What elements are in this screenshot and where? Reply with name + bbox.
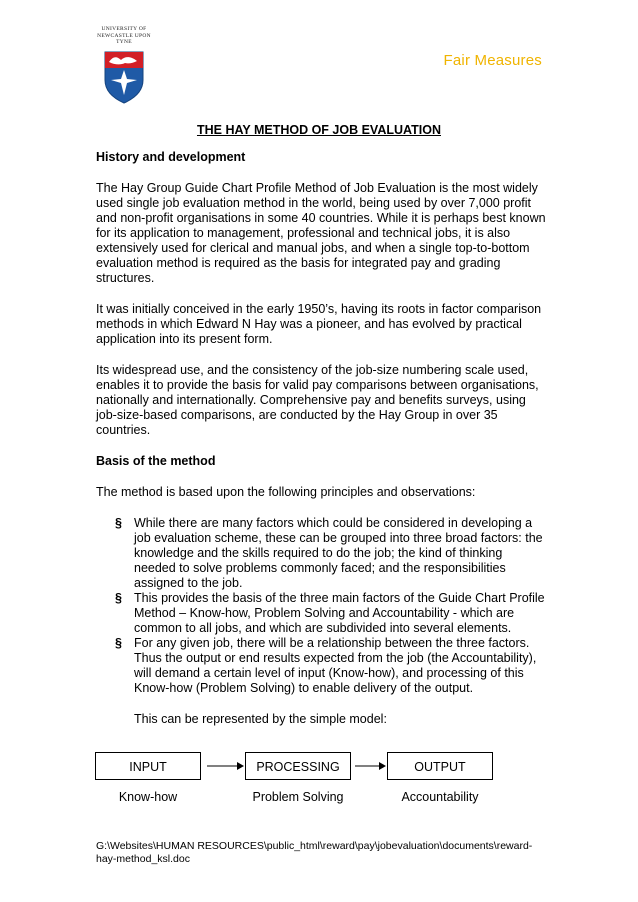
university-logo xyxy=(90,26,158,104)
model-intro: This can be represented by the simple model: xyxy=(134,712,387,726)
input-box: INPUT xyxy=(95,752,201,780)
section-heading-basis: Basis of the method xyxy=(96,454,216,468)
document-body xyxy=(96,150,546,727)
list-item xyxy=(96,591,546,636)
arrow-right-icon xyxy=(351,752,387,780)
bullet-text: While there are many factors which could be considered in developing a job evaluation scheme, these can be grouped into three broad factors: the knowledge and the skills required to do the job; the kind of thinking needed to solve problems commonly faced; and the responsibilities assigned to the job. xyxy=(134,516,543,590)
arrow-right-icon xyxy=(201,752,245,780)
bullet-icon: § xyxy=(115,636,122,650)
processing-box: PROCESSING xyxy=(245,752,351,780)
paragraph: The Hay Group Guide Chart Profile Method of Job Evaluation is the most widely used single job evaluation method in the world, being used by over 7,000 profit and non-profit organisations in some 40 countries. While it is perhaps best known for its application to management, professional and technical jobs, it is also extensively used for clerical and manual jobs, and when a single top-to-bottom evaluation method is required as the basis for integrated pay and grading structures. xyxy=(96,181,546,285)
bullet-text: This provides the basis of the three main factors of the Guide Chart Profile Method – Know-how, Problem Solving and Accountability - which are common to all jobs, and which are subdivided into several elements. xyxy=(134,591,545,635)
file-path-footer: G:\Websites\HUMAN RESOURCES\public_html\reward\pay\jobevaluation\documents\reward-hay-method_ksl.doc xyxy=(96,840,533,865)
section-heading-history: History and development xyxy=(96,150,246,164)
problem-solving-caption: Problem Solving xyxy=(252,790,344,804)
crest-icon xyxy=(103,50,145,104)
paragraph: It was initially conceived in the early 1950’s, having its roots in factor comparison methods in which Edward N Hay was a pioneer, and has evolved by practical application into its present form. xyxy=(96,302,542,346)
bullet-icon: § xyxy=(115,516,122,530)
brand-name: Fair Measures xyxy=(443,52,542,69)
document-title: THE HAY METHOD OF JOB EVALUATION xyxy=(196,123,441,137)
paragraph: Its widespread use, and the consistency of the job-size numbering scale used, enables it to provide the basis for valid pay comparisons between organisations, nationally and internationally. Comprehensive pay and benefits surveys, using job-size-based comparisons, are conducted by the Hay Group in over 35 countries. xyxy=(96,363,539,437)
paragraph: The method is based upon the following principles and observations: xyxy=(96,485,476,499)
logo-line-1: UNIVERSITY OF xyxy=(101,26,147,32)
list-item xyxy=(96,636,546,696)
hay-model-diagram xyxy=(95,752,495,812)
output-box: OUTPUT xyxy=(387,752,493,780)
know-how-caption: Know-how xyxy=(118,790,178,804)
list-item xyxy=(96,516,546,591)
bullet-icon: § xyxy=(115,591,122,605)
logo-line-2: NEWCASTLE UPON TYNE xyxy=(97,32,151,45)
accountability-caption: Accountability xyxy=(401,790,479,804)
bullet-text: For any given job, there will be a relationship between the three factors. Thus the output or end results expected from the job (the Accountability), will demand a certain level of input (Know-how), and processing of this Know-how (Problem Solving) to enable delivery of the output. xyxy=(134,636,537,695)
principles-list xyxy=(96,516,546,696)
